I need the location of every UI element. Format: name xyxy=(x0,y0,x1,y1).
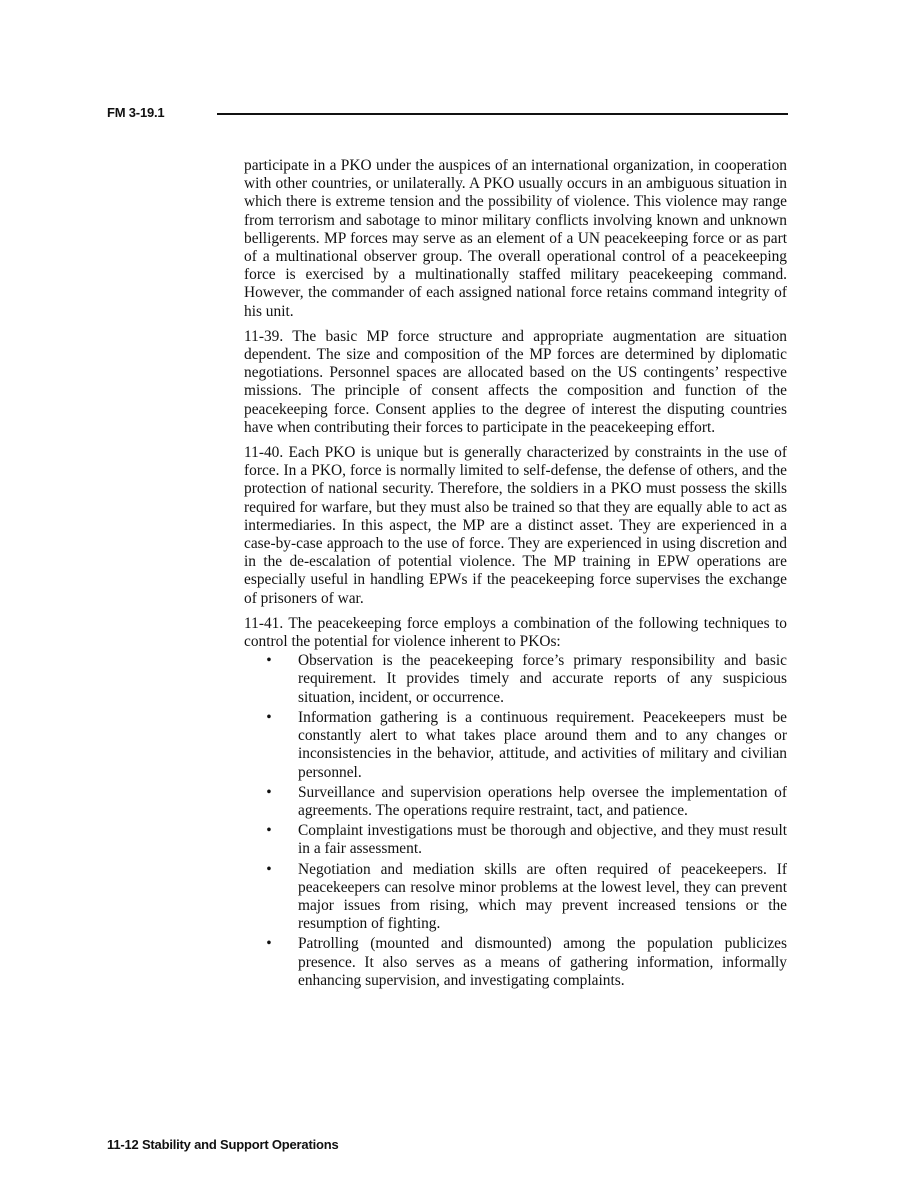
list-item xyxy=(244,861,787,934)
bullet-icon: • xyxy=(266,783,272,801)
list-item-text: Observation is the peacekeeping force’s primary responsibility and basic requirement. It provides timely and accurate reports of any suspicious situation, incident, or occurrence. xyxy=(298,652,787,706)
list-item-text: Negotiation and mediation skills are often required of peacekeepers. If peacekeepers can resolve minor problems at the lowest level, they can prevent major issues from rising, which may prevent increased tensions or the resumption of fighting. xyxy=(298,860,787,933)
list-item-text: Patrolling (mounted and dismounted) among the population publicizes presence. It also serves as a means of gathering information, informally enhancing supervision, and investigating complaints. xyxy=(298,935,787,989)
bullet-icon: • xyxy=(266,652,272,670)
bullet-icon: • xyxy=(266,935,272,953)
paragraph-continuation: participate in a PKO under the auspices of an international organization, in cooperation with other countries, or unilaterally. A PKO usually occurs in an ambiguous situation in which there is extreme tension and the possibility of violence. This violence may range from terrorism and sabotage to minor military conflicts involving known and unknown belligerents. MP forces may serve as an element of a UN peacekeeping force or as part of a multinational observer group. The overall operational control of a peacekeeping force is exercised by a multinationally staffed military peacekeeping command. However, the commander of each assigned national force retains command integrity of his unit. xyxy=(244,157,787,320)
page-footer: 11-12 Stability and Support Operations xyxy=(107,1137,339,1152)
list-item-text: Complaint investigations must be thorough and objective, and they must result in a fair assessment. xyxy=(298,822,787,858)
bullet-icon: • xyxy=(266,708,272,726)
paragraph-11-41: 11-41. The peacekeeping force employs a combination of the following techniques to control the potential for violence inherent to PKOs: xyxy=(244,614,787,651)
page-header xyxy=(107,104,788,124)
list-item xyxy=(244,784,787,820)
list-item xyxy=(244,652,787,707)
list-item xyxy=(244,709,787,782)
bullet-icon: • xyxy=(266,860,272,878)
technique-list xyxy=(244,652,787,990)
list-item xyxy=(244,822,787,858)
list-item-text: Information gathering is a continuous requirement. Peacekeepers must be constantly alert to what takes place around them and to any changes or inconsistencies in the behavior, attitude, and activities of military and civilian personnel. xyxy=(298,708,787,781)
bullet-icon: • xyxy=(266,822,272,840)
paragraph-11-40: 11-40. Each PKO is unique but is generally characterized by constraints in the use of force. In a PKO, force is normally limited to self-defense, the defense of others, and the protection of national security. Therefore, the soldiers in a PKO must possess the skills required for warfare, but they must also be trained so that they are equally able to act as intermediaries. In this aspect, the MP are a distinct asset. They are experienced in a case-by-case approach to the use of force. They are experienced in using discretion and in the de-escalation of potential violence. The MP training in EPW operations are especially useful in handling EPWs if the peacekeeping force supervises the exchange of prisoners of war. xyxy=(244,444,787,607)
list-item-text: Surveillance and supervision operations help oversee the implementation of agreements. The operations require restraint, tact, and patience. xyxy=(298,783,787,819)
document-id: FM 3-19.1 xyxy=(107,105,165,120)
paragraph-11-39: 11-39. The basic MP force structure and appropriate augmentation are situation dependent. The size and composition of the MP forces are determined by diplomatic negotiations. Personnel spaces are allocated based on the US contingents’ respective missions. The principle of consent affects the composition and function of the peacekeeping force. Consent applies to the degree of interest the disputing countries have when contributing their forces to participate in the peacekeeping effort. xyxy=(244,327,787,436)
body-text xyxy=(244,157,787,992)
list-item xyxy=(244,935,787,990)
header-rule xyxy=(217,113,788,115)
